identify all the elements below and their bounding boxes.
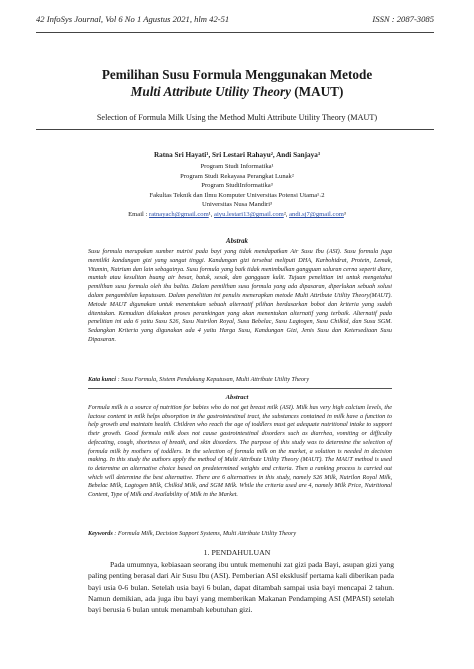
abstract-heading: Abstract bbox=[225, 394, 249, 401]
title-rule bbox=[36, 129, 434, 130]
kata-kunci bbox=[88, 376, 392, 385]
affiliation-line: Program Studi Rekayasa Perangkat Lunak² bbox=[180, 172, 294, 180]
email-sup-3: ³ bbox=[343, 210, 346, 218]
keywords bbox=[88, 530, 392, 539]
running-header bbox=[36, 14, 434, 30]
keywords-rule bbox=[88, 388, 392, 389]
email-line bbox=[30, 210, 444, 220]
keywords-text: : Formula Milk, Decision Support Systems, Multi Attribute Utility Theory bbox=[114, 530, 297, 537]
affiliation-line: Program Studi Informatika¹ bbox=[200, 163, 274, 170]
keywords-label: Keywords bbox=[88, 530, 113, 537]
author-list: Ratna Sri Hayati¹, Sri Lestari Rahayu², Andi Sanjaya³ bbox=[153, 151, 320, 159]
affiliation-line: Fakultas Teknik dan Ilmu Komputer Universitas Potensi Utama¹˒2 bbox=[149, 191, 325, 199]
email-sup-2: ², bbox=[283, 210, 290, 218]
header-rule bbox=[36, 32, 434, 33]
journal-citation: 42 InfoSys Journal, Vol 6 No 1 Agustus 2021, hlm 42-51 bbox=[36, 14, 230, 24]
issn: ISSN : 2087-3085 bbox=[372, 14, 434, 24]
email-link-1[interactable]: ratnayach@gmail.com bbox=[149, 210, 209, 218]
abstrak-text: Susu formula merupakan sumber nutrisi pada bayi yang tidak mendapatkan Air Susu Ibu (ASI). Susu formula juga memiliki kandungan gizi yang sangat tinggi. Kandungan gizi tersebut meliputi DHA, Karbohidrat, Protein, Lemak, Vitamin, Natrium dan lain sebagainya. Susu formula yang baik tidak menimbulkan gangguan saluran cerna seperti diare, muntah atau kesulitan buang air besar, batuk, sesak, dan gangguan kulit. Tujuan penelitian ini untuk mengetahui pemilihan susu formula oleh ibu balita. Dalam pemilihan susu formula yang ada dipasaran, diperlukan sebuah solusi dalam pengambilan keputusan. Dalam penelitian ini penulis menerapkan metode Multi Attribute Utility Theory(MAUT). Metode MAUT digunakan untuk menentukan sebuah alternatif pilihan berdasarkan bobot dan kriteria yang sudah ditentukan. Kemudian dilakukan proses perankingan yang akan menentukan alternatif yang terbaik. Alternatif pada penelitian ini ada 6 yaitu Susu S26, Susu Nutrilon Royal, Susu Bebelac, Susu Lagtogen, Susu Chilkid, dan Susu SGM. Sedangkan Kriteria yang digunakan ada 4 yaitu Harga Susu, Kandungan Gizi, Jenis Susu dan Ketersediaan Susu Dipasaran. bbox=[88, 248, 392, 343]
title-acronym: (MAUT) bbox=[290, 84, 344, 99]
intro-heading: 1. PENDAHULUAN bbox=[203, 548, 271, 557]
kata-kunci-label: Kata kunci bbox=[88, 376, 117, 383]
intro-paragraph: Pada umumnya, kebiasaan seorang ibu untuk memenuhi zat gizi pada Bayi, asupan gizi yang paling penting berasal dari Air Susu Ibu (ASI). Pemberian ASI eksklusif pertama kali diberikan pada bayi usia 0-6 bulan. Setelah usia bayi 6 bulan, dapat ditambah sampai usia bayi mencapai 2 tahun. Namun demikian, ada juga ibu bayi yang memberikan Makanan Pendamping ASI (MPASI) setelah bayi berusia 6 bulan untuk menambah kebutuhan gizi. bbox=[88, 560, 394, 615]
email-label: Email : bbox=[128, 210, 150, 218]
affiliation-line: Program StudiInformatika³ bbox=[201, 182, 273, 190]
title-italic-part: Multi Attribute Utility Theory bbox=[130, 84, 291, 99]
english-title: Selection of Formula Milk Using the Method Multi Attribute Utility Theory (MAUT) bbox=[96, 113, 378, 122]
title-line-2 bbox=[30, 83, 444, 100]
title-line-1: Pemilihan Susu Formula Menggunakan Metode bbox=[101, 67, 373, 82]
email-link-2[interactable]: aiyu.lestari13@gmail.com bbox=[214, 210, 284, 218]
paper-title bbox=[30, 66, 444, 100]
affiliation-line: Universitas Nusa Mandiri³ bbox=[201, 201, 273, 209]
abstract-text: Formula milk is a source of nutrition for babies who do not get breast milk (ASI). Milk has very high calcium levels, the lactose content in milk helps absorption in the gastrointestinal tract, the substances contained in milk have a function to help growth and maintain health. Children who reach the age of toddlers must get adequate nutritional intake to support their growth. Good formula milk does not cause gastrointestinal disorders such as diarrhea, vomiting or difficulty defecating, cough, shortness of breath, and skin disorders. The purpose of this study was to determine the selection of formula milk by mothers of toddlers. In the selection of formula milk on the market, a solution is needed in decision making. In this study the authors apply the method of Multi Attribute Utility Theory (MAUT). The MAUT method is used to determine an alternative choice based on predetermined weights and criteria. Then a ranking process is carried out which will determine the best alternative. There are 6 alternatives in this study, namely S26 Milk, Nutrilon Royal Milk, Bebelac Milk, Lagtogen Milk, Chilkid Milk, and SGM Milk. While the criteria used are 4, namely Milk Price, Nutritional Content, Type of Milk and Availability of Milk in the Market. bbox=[88, 404, 392, 499]
affiliations bbox=[30, 162, 444, 220]
email-sup-1: ¹, bbox=[208, 210, 215, 218]
email-link-3[interactable]: andi.sj7@gmail.com bbox=[289, 210, 344, 218]
kata-kunci-text: : Susu Formula, Sistem Pendukung Keputusan, Multi Attribute Utility Theory bbox=[117, 376, 310, 383]
abstrak-heading: Abstrak bbox=[226, 238, 248, 245]
